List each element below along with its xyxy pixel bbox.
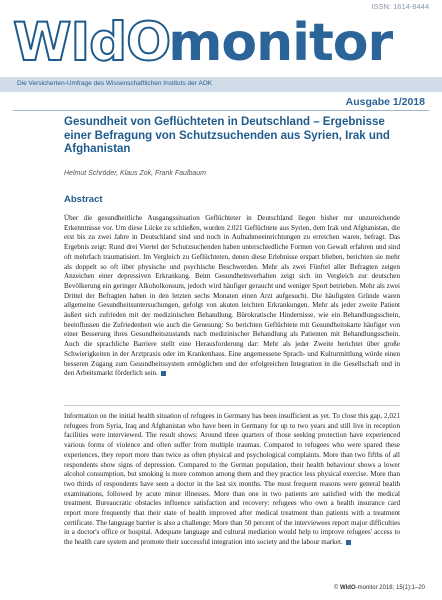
abstract-divider [64, 405, 400, 406]
logo-wido-text: WIdO [13, 12, 171, 73]
logo-monitor-text: monitor [168, 13, 393, 73]
article-authors: Helmut Schröder, Klaus Zok, Frank Faulbaum [64, 170, 207, 177]
end-square-icon [346, 540, 351, 545]
issue-label: Ausgabe 1/2018 [345, 96, 425, 108]
footer-citation: -monitor 2018; 15(1):1–20 [355, 585, 425, 591]
end-square-icon [161, 371, 166, 376]
abstract-german [64, 214, 400, 379]
article-title: Gesundheit von Geflüchteten in Deutschland – Ergebnisse einer Befragung von Schutzsuchenden aus Syrien, Irak und Afghanistan [64, 116, 390, 155]
footer-logo: WIdO [339, 585, 356, 591]
abstract-english-text: Information on the initial health situation of refugees in Germany has been insufficient as yet. To close this gap, 2,021 refugees from Syria, Iraq and Afghanistan who have been in Germany for up to two years and still live in reception facilities were interviewed. The result shows: Around three quarters of those seeking protection have experienced various forms of violence and often suffer from multiple traumas. Compared to refugees who were spared these experiences, they report more than twice as often physical and psychological complaints. More than two fifths of all respondents show signs of depression. Compared to the German population, their health behaviour shows a lower alcohol consumption, but smoking is more common among them and they practice less physical exercise. More than two thirds of respondents have seen a doctor in the last six months. The most frequent reasons were general health examinations, followed by acute minor illnesses. More than one in two patients are satisfied with the medical treatment. Bureaucratic obstacles influence satisfaction and recovery: refugees who own a health insurance card report more frequently that their state of health improved after medical treatment than patients with a treatment certificate. The language barrier is also a challenge: More than 50 percent of the interviewees report major difficulties in a doctor's office or hospital. Adequate language and cultural mediation would help to improve refugees' access to the health care system and promote their successful integration into society and the labour market. [64, 412, 400, 547]
issn-label: ISSN: 1614-8444 [371, 2, 429, 11]
wido-monitor-logo [13, 12, 392, 74]
abstract-heading: Abstract [64, 194, 103, 205]
header-tagline: Die Versicherten-Umfrage des Wissenschaftlichen Instituts der AOK [17, 80, 213, 87]
abstract-english [64, 412, 400, 548]
copyright-symbol: © [333, 585, 339, 591]
page-footer [334, 585, 425, 591]
abstract-german-text: Über die gesundheitliche Ausgangssituation Geflüchteter in Deutschland liegen bisher nur unzureichende Erkenntnisse vor. Um diese Lücke zu schließen, wurden 2.021 Geflüchtete aus Syrien, dem Irak und Afghanistan, die erst bis zu zwei Jahre in Deutschland sind und noch in Aufnahmeeinrichtungen zu erreichen waren, befragt. Das Ergebnis zeigt: Rund drei Viertel der Schutzsuchenden haben unterschiedliche Formen von Gewalt erfahren und sind oft mehrfach traumatisiert. Im Vergleich zu Geflüchteten, denen diese Erlebnisse erspart blieben, berichten sie mehr als doppelt so oft über physische und psychische Beschwerden. Mehr als zwei Fünftel aller Befragten zeigen Anzeichen einer depressiven Erkrankung. Beim Gesundheitsverhalten zeigt sich im Vergleich zur deutschen Bevölkerung ein geringer Alkoholkonsum, jedoch wird häufiger geraucht und weniger Sport betrieben. Mehr als zwei Drittel der Befragten haben in den letzten sechs Monaten einen Arzt aufgesucht. Die häufigsten Gründe waren allgemeine Gesundheitsuntersuchungen, gefolgt von akuten leichten Erkrankungen. Mehr als jeder zweite Patient äußert sich zufrieden mit der medizinischen Behandlung. Bürokratische Hindernisse, wie ein Behandlungsschein, beeinflussen die Zufriedenheit wie auch die Genesung: So berichten Geflüchtete mit Gesundheitskarte häufiger von einer Besserung ihres Gesundheitszustands nach medizinischer Behandlung als Patienten mit Behandlungsschein. Auch die sprachliche Barriere stellt eine Herausforderung dar: Mehr als jeder Zweite berichtet über große Schwierigkeiten in der Arztpraxis oder im Krankenhaus. Eine angemessene Sprach- und Kulturmittlung würde einen besseren Zugang zum Gesundheitssystem ermöglichen und der erfolgreichen Integration in die Gesellschaft und in den Arbeitsmarkt förderlich sein. [64, 214, 400, 378]
header-rule [13, 110, 429, 111]
